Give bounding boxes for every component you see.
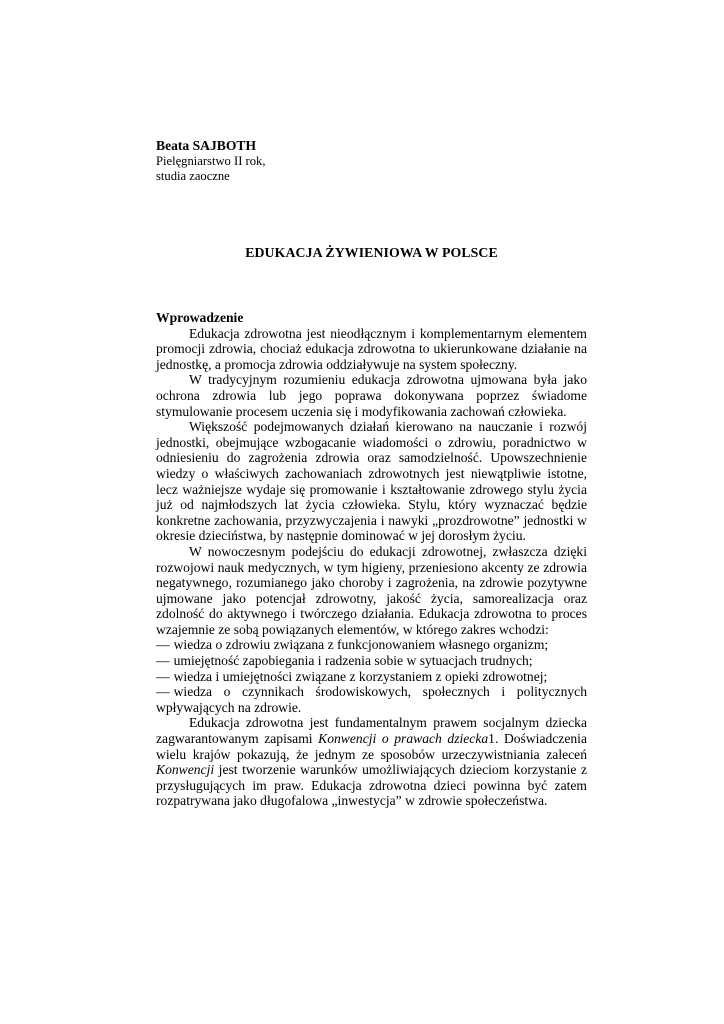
list-item-text: wiedza o zdrowiu związana z funkcjonowaniem własnego organizm; [173,637,549,653]
list-item [156,637,587,653]
author-study-mode: studia zaoczne [156,169,230,183]
list-item-text: umiejętność zapobiegania i radzenia sobie w sytuacjach trudnych; [173,653,533,669]
dash-marker: — [156,637,170,653]
paper-title: EDUKACJA ŻYWIENIOWA W POLSCE [245,245,498,261]
paragraph-2: W tradycyjnym rozumieniu edukacja zdrowotna ujmowana była jako ochrona zdrowia lub jego poprawa dokonywana poprzez świadome stymulowanie procesem uczenia się i modyfikowania zachowań człowieka. [156,372,587,419]
list-item-text: wiedza o czynnikach środowiskowych, społecznych i politycznych wpływających na zdrowie. [156,684,587,715]
paragraph-1: Edukacja zdrowotna jest nieodłącznym i komplementarnym elementem promocji zdrowia, chociaż edukacja zdrowotna to ukierunkowane działanie na jednostkę, a promocja zdrowia oddziaływuje na system społeczny. [156,325,587,372]
dash-marker: — [156,653,170,669]
convention-name: Konwencji [156,762,215,778]
author-affiliation: Pielęgniarstwo II rok, [156,153,266,168]
paragraph-5 [156,715,587,809]
paragraph-5-part-a: Edukacja zdrowotna jest fundamentalnym prawem socjalnym dziecka zagwarantowanym zapisami [156,715,587,747]
dash-marker: — [156,684,170,700]
paragraph-5-part-b: 1. Doświadczenia wielu krajów pokazują, że jednym ze sposobów urzeczywistniania zaleceń [156,731,587,762]
paragraph-4: W nowoczesnym podejściu do edukacji zdrowotnej, zwłaszcza dzięki rozwojowi nauk medycznych, w tym higieny, przeniesiono akcenty ze zdrowia negatywnego, rozumianego jako choroby i zagrożenia, na zdrowie pozytywne ujmowane jako potencjał zdrowotny, jakość życia, samorealizacja oraz zdolność do aktywnego i twórczego działania. Edukacja zdrowotna to proces wzajemnie ze sobą powiązanych elementów, w którego zakres wchodzi: [156,543,587,637]
dash-marker: — [156,668,170,684]
paragraph-3: Większość podejmowanych działań kierowano na nauczanie i rozwój jednostki, obejmujące wzbogacanie wiadomości o zdrowiu, poradnictwo w odniesieniu do zagrożenia zdrowia oraz samodzielność. Upowszechnienie wiedzy o właściwych zachowaniach zdrowotnych jest niewątpliwie istotne, lecz ważniejsze wydaje się promowanie i kształtowanie zdrowego stylu życia już od najmłodszych lat życia człowieka. Stylu, który wyznaczać będzie konkretne zachowania, przyzwyczajenia i nawyki „prozdrowotne” jednostki w okresie dzieciństwa, by następnie dominować w jej dorosłym życiu. [156,419,587,544]
scope-list [156,637,587,715]
list-item [156,669,587,685]
list-item [156,653,587,669]
author-name: Beata SAJBOTH [156,138,257,153]
list-item-text: wiedza i umiejętności związane z korzystaniem z opieki zdrowotnej; [173,668,548,684]
section-heading: Wprowadzenie [156,310,244,325]
convention-title: Konwencji o prawach dziecka [318,731,489,747]
paragraph-5-part-c: jest tworzenie warunków umożliwiających dzieciom korzystanie z przysługujących im praw. Edukacja zdrowotna dzieci powinna być zatem rozpatrywana jako długofalowa „inwestycja” w zdrowie społeczeństwa. [156,762,587,809]
document-page [156,138,587,809]
list-item [156,684,587,715]
